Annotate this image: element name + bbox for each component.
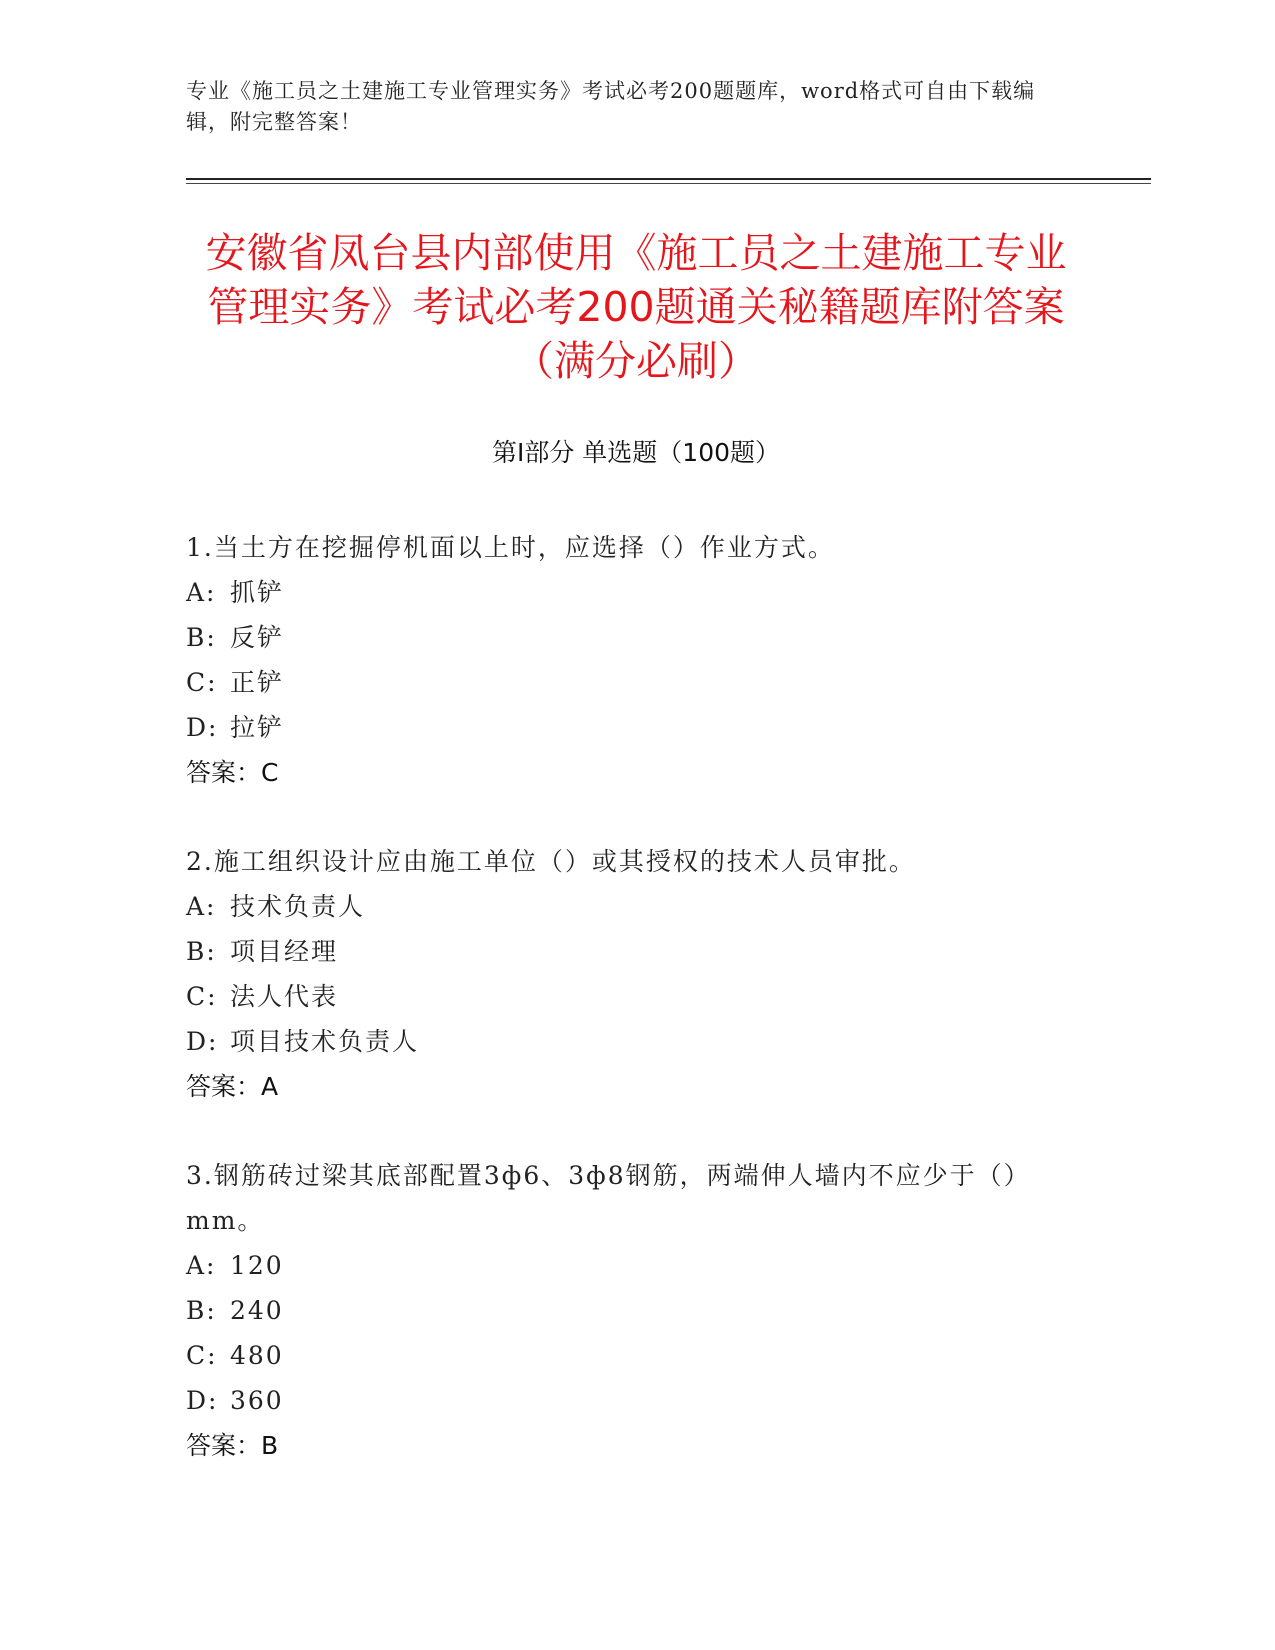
option-c (186, 660, 1076, 705)
option-key: B: (186, 623, 217, 652)
option-key: A: (186, 1251, 217, 1280)
answer-line: 答案：B (186, 1431, 279, 1460)
option-key: D: (186, 1386, 219, 1415)
option-text: 360 (230, 1386, 284, 1415)
option-key: A: (186, 578, 217, 607)
option-key: C: (186, 982, 218, 1011)
question-item (186, 525, 1076, 795)
option-text: 正铲 (230, 668, 285, 697)
option-c (186, 974, 1076, 1019)
option-a (186, 570, 1076, 615)
option-key: D: (186, 1027, 219, 1056)
question-stem: 2.施工组织设计应由施工单位（）或其授权的技术人员审批。 (186, 847, 916, 876)
question-stem: 3.钢筋砖过梁其底部配置3ф6、3ф8钢筋，两端伸人墙内不应少于（）mm。 (186, 1161, 1031, 1235)
option-d (186, 1378, 1076, 1423)
option-text: 反铲 (230, 623, 285, 652)
option-b (186, 615, 1076, 660)
option-text: 项目技术负责人 (230, 1027, 420, 1056)
option-text: 480 (230, 1341, 284, 1370)
option-key: C: (186, 1341, 218, 1370)
option-key: C: (186, 668, 218, 697)
option-b (186, 929, 1076, 974)
header-rule-thick (186, 178, 1151, 180)
answer-line: 答案：C (186, 758, 279, 787)
option-key: D: (186, 713, 219, 742)
question-list (186, 525, 1076, 1512)
option-key: A: (186, 892, 217, 921)
option-d (186, 705, 1076, 750)
option-key: B: (186, 937, 217, 966)
question-stem: 1.当土方在挖掘停机面以上时，应选择（）作业方式。 (186, 533, 835, 562)
option-text: 240 (230, 1296, 284, 1325)
option-c (186, 1333, 1076, 1378)
option-a (186, 884, 1076, 929)
question-item (186, 839, 1076, 1109)
option-text: 技术负责人 (230, 892, 366, 921)
header-rule-thin (186, 183, 1151, 184)
option-key: B: (186, 1296, 217, 1325)
option-d (186, 1019, 1076, 1064)
option-a (186, 1243, 1076, 1288)
header-note: 专业《施工员之土建施工专业管理实务》考试必考200题题库，word格式可自由下载编辑，附完整答案！ (186, 79, 1036, 134)
option-text: 拉铲 (230, 713, 285, 742)
option-text: 抓铲 (230, 578, 285, 607)
option-text: 项目经理 (230, 937, 339, 966)
document-title: 安徽省凤台县内部使用《施工员之土建施工专业管理实务》考试必考200题通关秘籍题库附答案（满分必刷） (205, 229, 1067, 385)
option-text: 120 (230, 1251, 284, 1280)
section-title: 第Ⅰ部分 单选题（100题） (491, 438, 781, 467)
option-b (186, 1288, 1076, 1333)
answer-line: 答案：A (186, 1072, 279, 1101)
question-item (186, 1153, 1076, 1468)
option-text: 法人代表 (230, 982, 339, 1011)
